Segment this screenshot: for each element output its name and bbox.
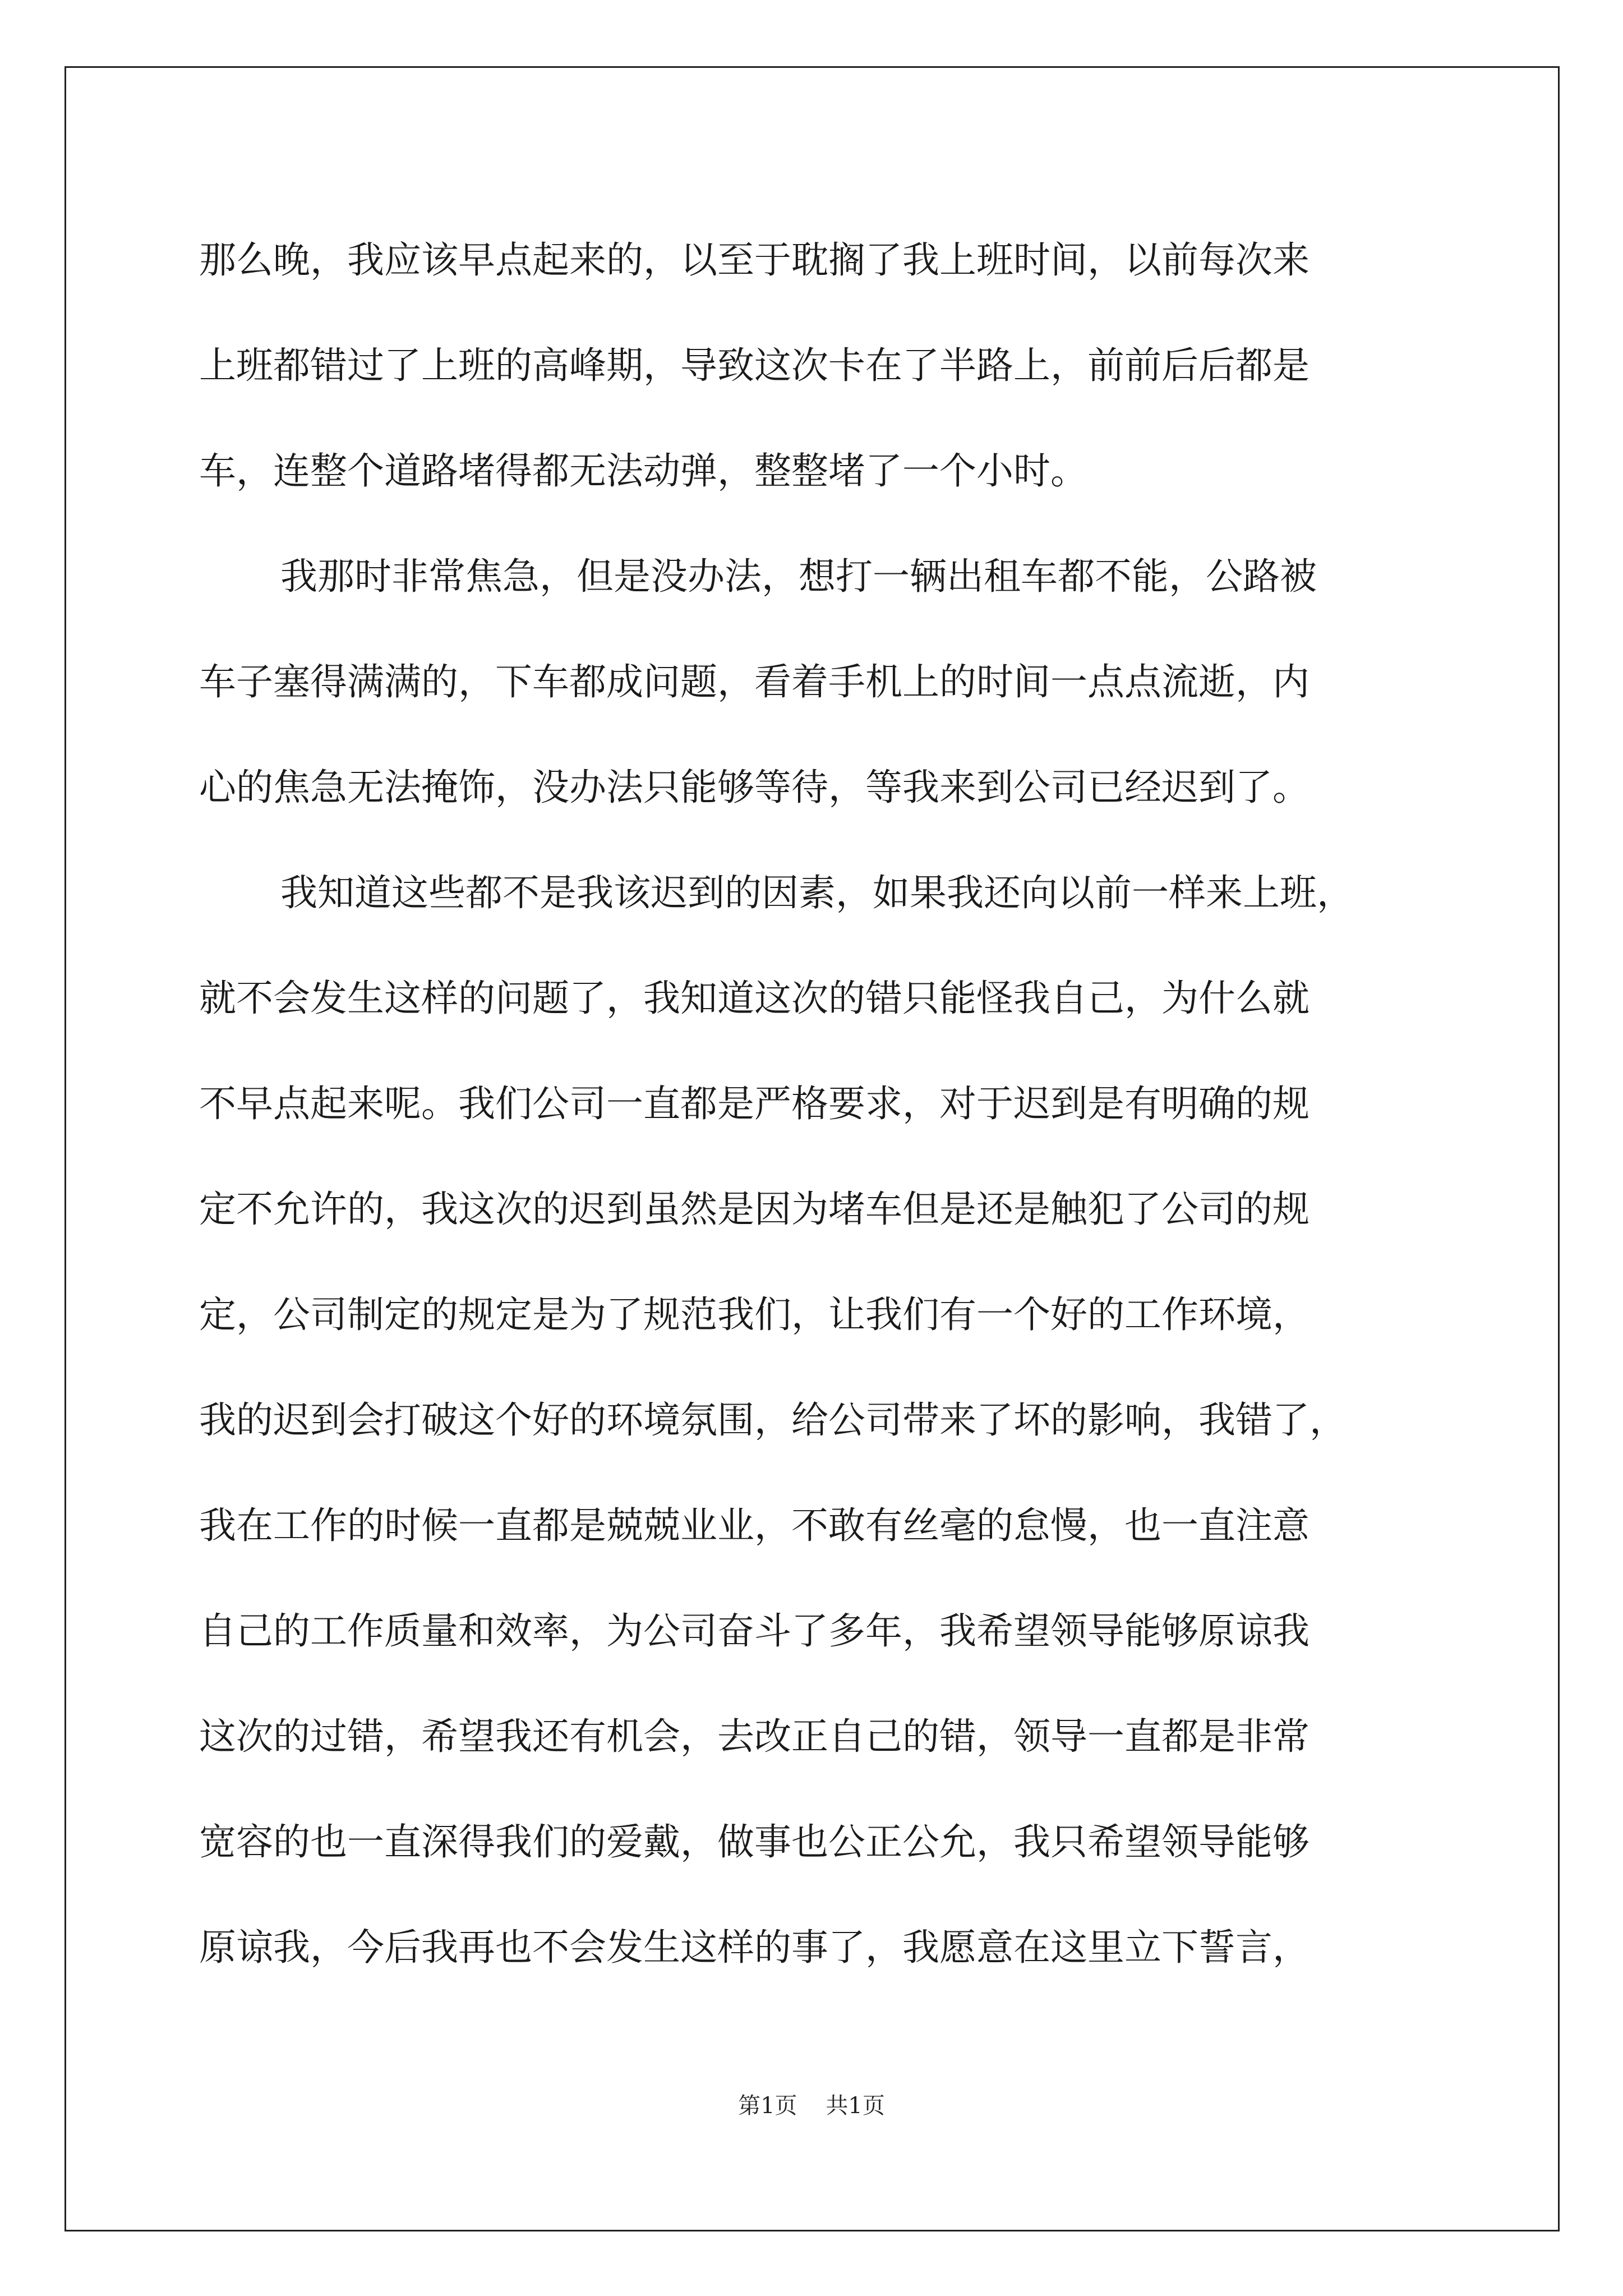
text-line-12: 我的迟到会打破这个好的环境氛围，给公司带来了坏的影响，我错了， bbox=[199, 1398, 1347, 1442]
text-line-13: 我在工作的时候一直都是兢兢业业，不敢有丝毫的怠慢，也一直注意 bbox=[199, 1504, 1310, 1547]
text-line-16: 宽容的也一直深得我们的爱戴，做事也公正公允，我只希望领导能够 bbox=[199, 1820, 1310, 1864]
text-line-4: 我那时非常焦急，但是没办法，想打一辆出租车都不能，公路被 bbox=[280, 555, 1317, 598]
text-line-15: 这次的过错，希望我还有机会，去改正自己的错，领导一直都是非常 bbox=[199, 1715, 1310, 1758]
text-line-17: 原谅我，今后我再也不会发生这样的事了，我愿意在这里立下誓言， bbox=[199, 1926, 1310, 1969]
text-line-2: 上班都错过了上班的高峰期，导致这次卡在了半路上，前前后后都是 bbox=[199, 344, 1310, 387]
text-line-3: 车，连整个道路堵得都无法动弹，整整堵了一个小时。 bbox=[199, 449, 1087, 493]
document-body bbox=[199, 208, 1455, 2000]
page-number-footer: 第1页 共1页 bbox=[738, 2093, 885, 2119]
text-line-14: 自己的工作质量和效率，为公司奋斗了多年，我希望领导能够原谅我 bbox=[199, 1609, 1310, 1653]
text-line-10: 定不允许的，我这次的迟到虽然是因为堵车但是还是触犯了公司的规 bbox=[199, 1188, 1310, 1231]
text-line-8: 就不会发生这样的问题了，我知道这次的错只能怪我自己，为什么就 bbox=[199, 977, 1310, 1020]
text-line-5: 车子塞得满满的，下车都成问题，看着手机上的时间一点点流逝，内 bbox=[199, 660, 1310, 703]
text-line-9: 不早点起来呢。我们公司一直都是严格要求，对于迟到是有明确的规 bbox=[199, 1082, 1310, 1125]
text-line-1: 那么晚，我应该早点起来的，以至于耽搁了我上班时间，以前每次来 bbox=[199, 238, 1310, 282]
text-line-7: 我知道这些都不是我该迟到的因素，如果我还向以前一样来上班， bbox=[280, 871, 1354, 914]
text-line-6: 心的焦急无法掩饰，没办法只能够等待，等我来到公司已经迟到了。 bbox=[199, 766, 1310, 809]
text-line-11: 定，公司制定的规定是为了规范我们，让我们有一个好的工作环境， bbox=[199, 1293, 1310, 1336]
